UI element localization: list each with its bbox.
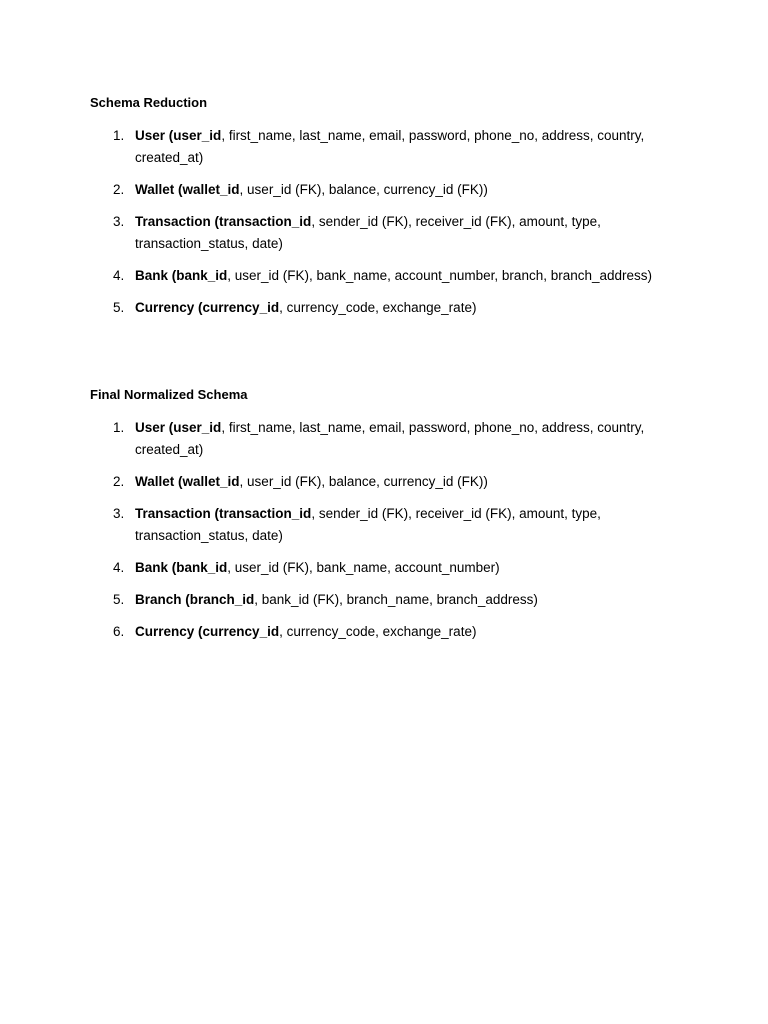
primary-key: bank_id — [176, 560, 228, 575]
list-item — [90, 125, 665, 169]
entity-name: Wallet — [135, 182, 175, 197]
list-number: 4. — [113, 560, 125, 575]
list-item — [90, 557, 665, 579]
entity-list — [90, 125, 690, 319]
list-number: 2. — [113, 474, 125, 489]
list-item — [90, 503, 665, 547]
primary-key: transaction_id — [219, 214, 312, 229]
primary-key: user_id — [173, 420, 222, 435]
paren-open: ( — [181, 592, 190, 607]
list-item — [90, 471, 665, 493]
entity-name: Currency — [135, 624, 195, 639]
paren-open: ( — [174, 182, 183, 197]
list-number: 2. — [113, 182, 125, 197]
entity-name: Bank — [135, 560, 169, 575]
list-number: 4. — [113, 268, 125, 283]
entity-name: Transaction — [135, 506, 211, 521]
attributes: , first_name, last_name, email, password, phone_no, address, country, created_at) — [135, 420, 645, 457]
attributes: , user_id (FK), balance, currency_id (FK)) — [239, 182, 488, 197]
paren-open: ( — [210, 506, 220, 521]
list-number: 1. — [113, 420, 125, 435]
primary-key: wallet_id — [182, 182, 240, 197]
list-number: 6. — [113, 624, 125, 639]
paren-open: ( — [165, 420, 174, 435]
attributes: , bank_id (FK), branch_name, branch_address) — [254, 592, 538, 607]
primary-key: branch_id — [189, 592, 255, 607]
list-item — [90, 417, 665, 461]
entity-name: User — [135, 128, 166, 143]
entity-name: Branch — [135, 592, 182, 607]
primary-key: wallet_id — [182, 474, 240, 489]
paren-open: ( — [168, 268, 177, 283]
list-number: 3. — [113, 214, 125, 229]
final-normalized-schema-section — [90, 386, 690, 653]
entity-name: User — [135, 420, 166, 435]
primary-key: transaction_id — [219, 506, 312, 521]
entity-name: Wallet — [135, 474, 175, 489]
attributes: , user_id (FK), bank_name, account_number, branch, branch_address) — [227, 268, 653, 283]
entity-name: Bank — [135, 268, 169, 283]
paren-open: ( — [174, 474, 183, 489]
attributes: , currency_code, exchange_rate) — [279, 624, 477, 639]
list-item — [90, 589, 665, 611]
attributes: , user_id (FK), balance, currency_id (FK)) — [239, 474, 488, 489]
list-item — [90, 179, 665, 201]
list-number: 1. — [113, 128, 125, 143]
entity-name: Transaction — [135, 214, 211, 229]
schema-reduction-section — [90, 94, 690, 329]
attributes: , first_name, last_name, email, password, phone_no, address, country, created_at) — [135, 128, 645, 165]
primary-key: currency_id — [202, 300, 280, 315]
paren-open: ( — [210, 214, 220, 229]
attributes: , user_id (FK), bank_name, account_number) — [227, 560, 500, 575]
list-item — [90, 211, 665, 255]
list-item — [90, 621, 665, 643]
list-item — [90, 265, 665, 287]
section-heading: Final Normalized Schema — [90, 387, 248, 402]
paren-open: ( — [168, 560, 177, 575]
primary-key: user_id — [173, 128, 222, 143]
paren-open: ( — [194, 624, 203, 639]
paren-open: ( — [165, 128, 174, 143]
attributes: , sender_id (FK), receiver_id (FK), amount, type, transaction_status, date) — [135, 506, 601, 543]
paren-open: ( — [194, 300, 203, 315]
entity-list — [90, 417, 690, 643]
list-number: 5. — [113, 300, 125, 315]
attributes: , currency_code, exchange_rate) — [279, 300, 477, 315]
primary-key: currency_id — [202, 624, 280, 639]
list-number: 5. — [113, 592, 125, 607]
entity-name: Currency — [135, 300, 195, 315]
list-number: 3. — [113, 506, 125, 521]
section-heading: Schema Reduction — [90, 95, 208, 110]
list-item — [90, 297, 665, 319]
primary-key: bank_id — [176, 268, 228, 283]
attributes: , sender_id (FK), receiver_id (FK), amount, type, transaction_status, date) — [135, 214, 601, 251]
